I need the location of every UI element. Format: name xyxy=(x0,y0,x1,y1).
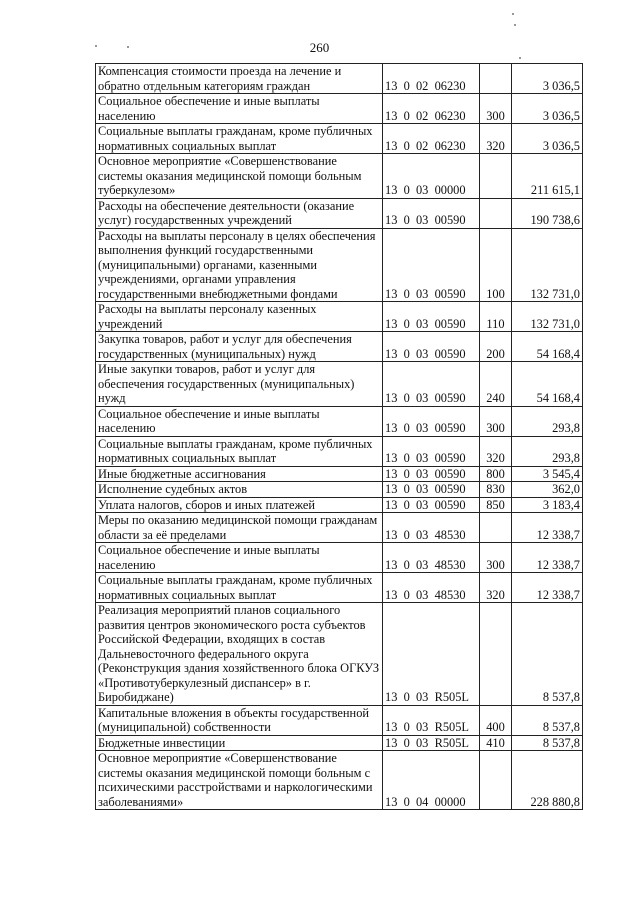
row-expense-type: 300 xyxy=(480,406,512,436)
row-name: Основное мероприятие «Совершенствование системы оказания медицинской помощи больным туберкулезом» xyxy=(96,154,383,199)
row-amount: 293,8 xyxy=(512,406,583,436)
row-code: 13 0 02 06230 xyxy=(383,124,480,154)
table-row xyxy=(96,124,583,154)
row-name: Иные бюджетные ассигнования xyxy=(96,466,383,482)
row-name: Меры по оказанию медицинской помощи гражданам области за её пределами xyxy=(96,513,383,543)
row-code: 13 0 03 48530 xyxy=(383,573,480,603)
row-code: 13 0 03 00590 xyxy=(383,332,480,362)
row-expense-type: 400 xyxy=(480,705,512,735)
row-amount: 54 168,4 xyxy=(512,362,583,407)
row-code: 13 0 03 00590 xyxy=(383,198,480,228)
row-amount: 132 731,0 xyxy=(512,302,583,332)
row-expense-type: 300 xyxy=(480,94,512,124)
row-code: 13 0 03 00590 xyxy=(383,436,480,466)
table-row xyxy=(96,482,583,498)
row-amount: 12 338,7 xyxy=(512,543,583,573)
row-expense-type: 300 xyxy=(480,543,512,573)
row-expense-type xyxy=(480,64,512,94)
table-row xyxy=(96,543,583,573)
table-row xyxy=(96,513,583,543)
row-amount: 132 731,0 xyxy=(512,228,583,302)
row-amount: 3 036,5 xyxy=(512,64,583,94)
scan-speck xyxy=(95,45,97,47)
row-code: 13 0 03 48530 xyxy=(383,543,480,573)
row-name: Социальные выплаты гражданам, кроме публичных нормативных социальных выплат xyxy=(96,436,383,466)
row-name: Исполнение судебных актов xyxy=(96,482,383,498)
row-name: Социальное обеспечение и иные выплаты населению xyxy=(96,543,383,573)
row-code: 13 0 03 00000 xyxy=(383,154,480,199)
table-row xyxy=(96,332,583,362)
row-name: Реализация мероприятий планов социального развития центров экономического роста субъектов Российской Федерации, входящих в состав Дальневосточного федерального округа (Реконструкция здания хозяйственного блока ОГКУЗ «Противотуберкулезный диспансер» в г. Биробиджане) xyxy=(96,603,383,706)
row-code: 13 0 04 00000 xyxy=(383,751,480,810)
table-row xyxy=(96,436,583,466)
row-expense-type xyxy=(480,603,512,706)
row-expense-type: 850 xyxy=(480,497,512,513)
row-amount: 8 537,8 xyxy=(512,735,583,751)
row-expense-type: 800 xyxy=(480,466,512,482)
table-row xyxy=(96,406,583,436)
table-row xyxy=(96,362,583,407)
table-row xyxy=(96,573,583,603)
row-name: Закупка товаров, работ и услуг для обеспечения государственных (муниципальных) нужд xyxy=(96,332,383,362)
page-number: 260 xyxy=(309,40,330,55)
row-amount: 3 036,5 xyxy=(512,94,583,124)
row-code: 13 0 02 06230 xyxy=(383,64,480,94)
row-name: Компенсация стоимости проезда на лечение и обратно отдельным категориям граждан xyxy=(96,64,383,94)
row-amount: 3 183,4 xyxy=(512,497,583,513)
row-expense-type: 320 xyxy=(480,124,512,154)
row-amount: 3 036,5 xyxy=(512,124,583,154)
row-amount: 190 738,6 xyxy=(512,198,583,228)
row-code: 13 0 03 00590 xyxy=(383,406,480,436)
row-expense-type: 100 xyxy=(480,228,512,302)
row-name: Социальные выплаты гражданам, кроме публичных нормативных социальных выплат xyxy=(96,124,383,154)
row-expense-type xyxy=(480,198,512,228)
table-row xyxy=(96,735,583,751)
row-code: 13 0 03 R505L xyxy=(383,705,480,735)
row-code: 13 0 03 00590 xyxy=(383,482,480,498)
row-amount: 362,0 xyxy=(512,482,583,498)
table-row xyxy=(96,94,583,124)
row-code: 13 0 03 00590 xyxy=(383,466,480,482)
row-name: Расходы на выплаты персоналу в целях обеспечения выполнения функций государственными (муниципальными) органами, казенными учреждениями, органами управления государственными внебюджетными фондами xyxy=(96,228,383,302)
table-row xyxy=(96,603,583,706)
row-expense-type xyxy=(480,154,512,199)
budget-table xyxy=(95,63,583,810)
row-expense-type: 320 xyxy=(480,436,512,466)
table-row xyxy=(96,64,583,94)
row-code: 13 0 03 00590 xyxy=(383,228,480,302)
scan-speck xyxy=(512,13,514,15)
row-amount: 8 537,8 xyxy=(512,603,583,706)
row-name: Социальное обеспечение и иные выплаты населению xyxy=(96,406,383,436)
table-row xyxy=(96,154,583,199)
row-amount: 211 615,1 xyxy=(512,154,583,199)
row-code: 13 0 02 06230 xyxy=(383,94,480,124)
row-expense-type: 410 xyxy=(480,735,512,751)
table-row xyxy=(96,705,583,735)
row-name: Бюджетные инвестиции xyxy=(96,735,383,751)
scan-speck xyxy=(514,24,516,26)
row-amount: 54 168,4 xyxy=(512,332,583,362)
row-code: 13 0 03 00590 xyxy=(383,497,480,513)
row-code: 13 0 03 00590 xyxy=(383,302,480,332)
row-name: Иные закупки товаров, работ и услуг для обеспечения государственных (муниципальных) нужд xyxy=(96,362,383,407)
row-amount: 3 545,4 xyxy=(512,466,583,482)
table-row xyxy=(96,751,583,810)
row-amount: 12 338,7 xyxy=(512,573,583,603)
table-row xyxy=(96,497,583,513)
row-name: Расходы на обеспечение деятельности (оказание услуг) государственных учреждений xyxy=(96,198,383,228)
row-expense-type xyxy=(480,751,512,810)
row-name: Социальное обеспечение и иные выплаты населению xyxy=(96,94,383,124)
row-expense-type: 200 xyxy=(480,332,512,362)
table-row xyxy=(96,228,583,302)
row-code: 13 0 03 48530 xyxy=(383,513,480,543)
row-code: 13 0 03 R505L xyxy=(383,735,480,751)
row-expense-type: 320 xyxy=(480,573,512,603)
row-name: Социальные выплаты гражданам, кроме публичных нормативных социальных выплат xyxy=(96,573,383,603)
scan-speck xyxy=(519,57,521,59)
row-expense-type: 830 xyxy=(480,482,512,498)
row-name: Капитальные вложения в объекты государственной (муниципальной) собственности xyxy=(96,705,383,735)
row-name: Уплата налогов, сборов и иных платежей xyxy=(96,497,383,513)
table-row xyxy=(96,466,583,482)
row-name: Расходы на выплаты персоналу казенных учреждений xyxy=(96,302,383,332)
row-code: 13 0 03 00590 xyxy=(383,362,480,407)
row-amount: 228 880,8 xyxy=(512,751,583,810)
row-code: 13 0 03 R505L xyxy=(383,603,480,706)
row-expense-type: 240 xyxy=(480,362,512,407)
row-amount: 12 338,7 xyxy=(512,513,583,543)
table-row xyxy=(96,302,583,332)
table-row xyxy=(96,198,583,228)
scan-speck xyxy=(127,46,129,48)
row-expense-type: 110 xyxy=(480,302,512,332)
row-name: Основное мероприятие «Совершенствование системы оказания медицинской помощи больным с психическими расстройствами и наркологическими заболеваниями» xyxy=(96,751,383,810)
row-expense-type xyxy=(480,513,512,543)
row-amount: 293,8 xyxy=(512,436,583,466)
row-amount: 8 537,8 xyxy=(512,705,583,735)
